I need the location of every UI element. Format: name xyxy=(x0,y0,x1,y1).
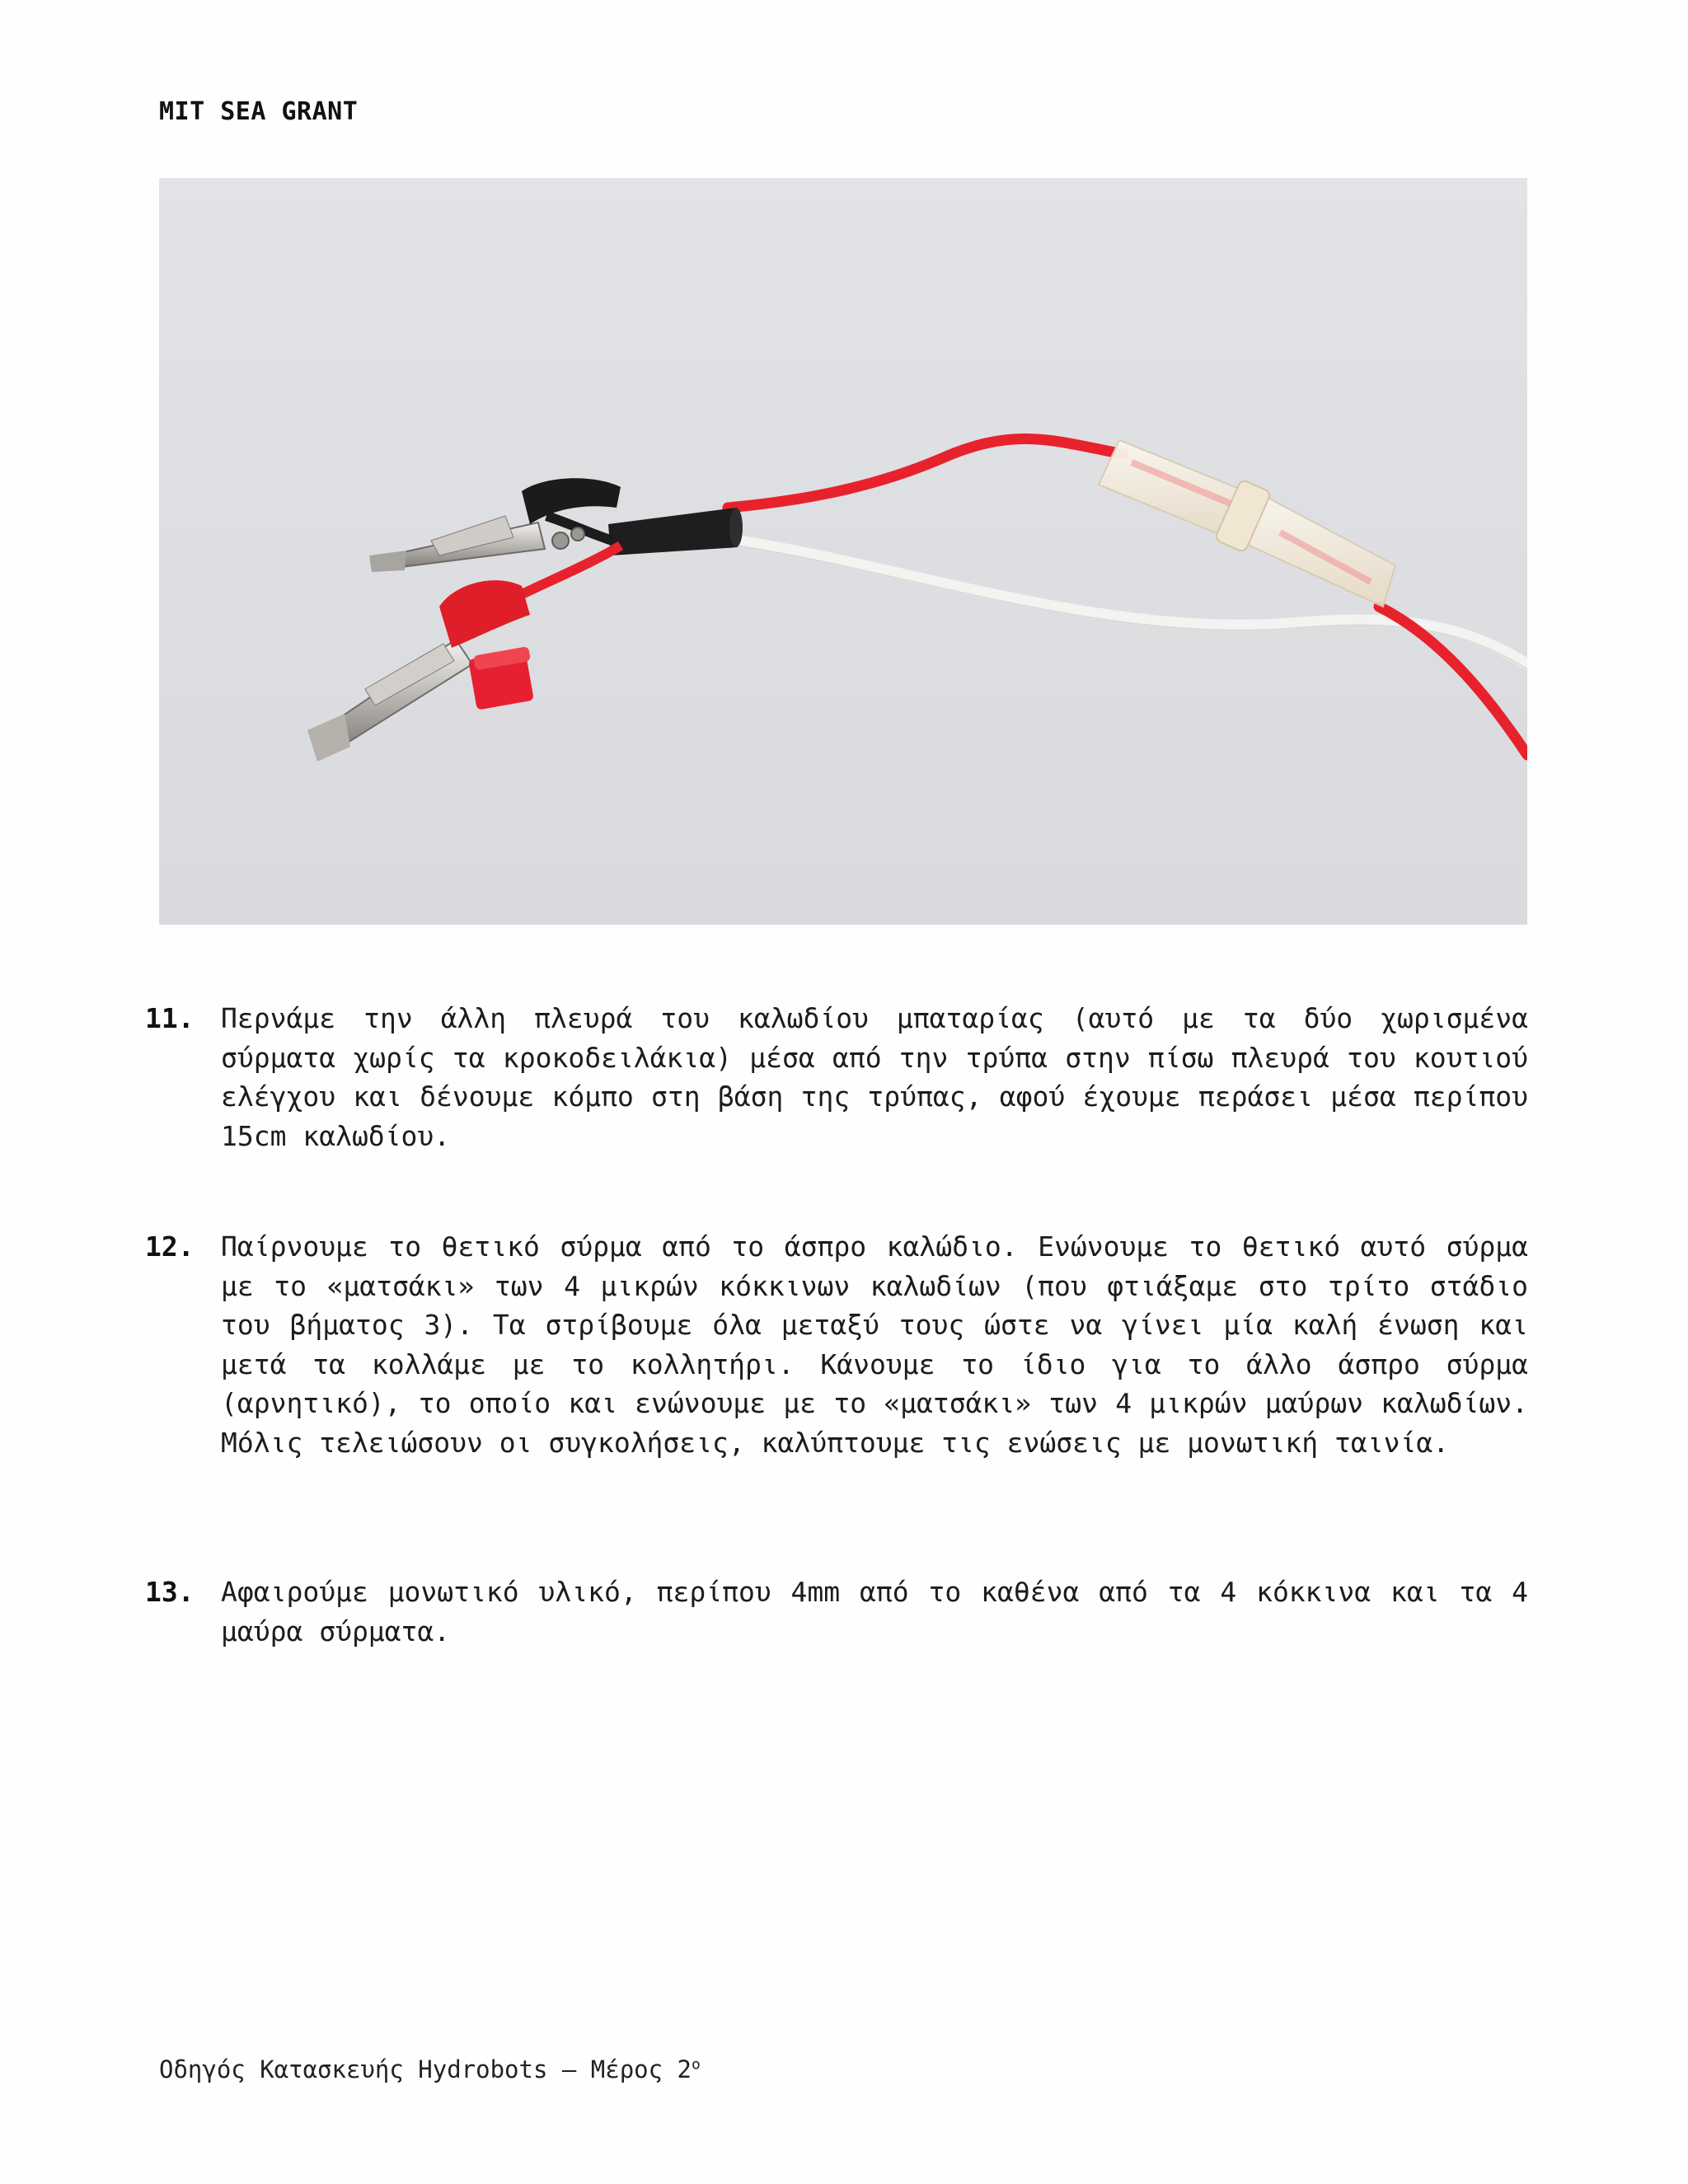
footer-text: Οδηγός Κατασκευής Hydrobots – Μέρος 2 xyxy=(159,2055,692,2083)
step-text: Αφαιρούμε μονωτικό υλικό, περίπου 4mm από το καθένα από τα 4 κόκκινα και τα 4 μαύρα σύρματα. xyxy=(221,1576,1528,1647)
page-footer xyxy=(159,2055,701,2083)
step-number: 12. xyxy=(145,1230,195,1263)
step-11 xyxy=(145,999,1528,1155)
step-number: 11. xyxy=(145,1002,195,1034)
step-13 xyxy=(145,1572,1528,1651)
footer-superscript: ο xyxy=(692,2055,701,2074)
battery-cable-illustration xyxy=(159,178,1527,925)
step-number: 13. xyxy=(145,1576,195,1608)
step-text: Παίρνουμε το θετικό σύρμα από το άσπρο καλώδιο. Ενώνουμε το θετικό αυτό σύρμα με το «ματσάκι» των 4 μικρών κόκκινων καλωδίων (που φτιάξαμε στο τρίτο στάδιο του βήματος 3). Τα στρίβουμε όλα μεταξύ τους ώστε να γίνει μία καλή ένωση και μετά τα κολλάμε με το κολλητήρι. Κάνουμε το ίδιο για το άλλο άσπρο σύρμα (αρνητικό), το οποίο και ενώνουμε με το «ματσάκι» των 4 μικρών μαύρων καλωδίων. Μόλις τελειώσουν οι συγκολήσεις, καλύπτουμε τις ενώσεις με μονωτική ταινία. xyxy=(221,1230,1528,1459)
battery-cable-photo xyxy=(159,178,1527,925)
page-header: MIT SEA GRANT xyxy=(159,97,359,126)
step-text: Περνάμε την άλλη πλευρά του καλωδίου μπαταρίας (αυτό με τα δύο χωρισμένα σύρματα χωρίς τα κροκοδειλάκια) μέσα από την τρύπα στην πίσω πλευρά του κουτιού ελέγχου και δένουμε κόμπο στη βάση της τρύπας, αφού έχουμε περάσει μέσα περίπου 15cm καλωδίου. xyxy=(221,1002,1528,1152)
step-12 xyxy=(145,1227,1528,1462)
